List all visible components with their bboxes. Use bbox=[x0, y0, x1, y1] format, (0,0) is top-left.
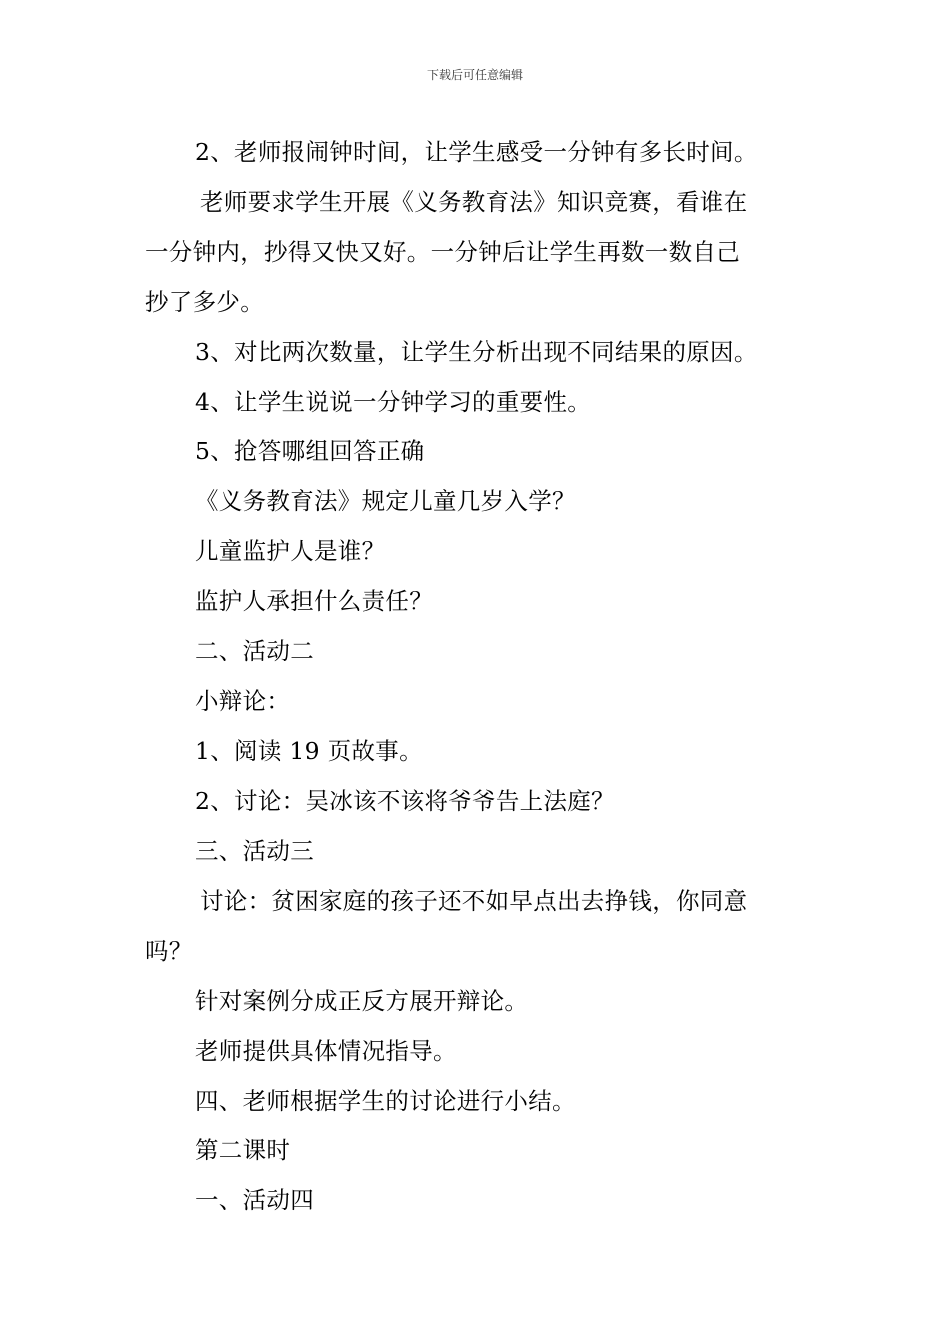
paragraph-line: 2、老师报闹钟时间，让学生感受一分钟有多长时间。 bbox=[195, 138, 758, 166]
paragraph-line: 监护人承担什么责任？ bbox=[195, 587, 433, 615]
paragraph-line: 第二课时 bbox=[195, 1136, 291, 1164]
paragraph-line: 3、对比两次数量，让学生分析出现不同结果的原因。 bbox=[195, 338, 758, 366]
paragraph-line: 一分钟内，抄得又快又好。一分钟后让学生再数一数自己 bbox=[145, 238, 740, 266]
paragraph-line: 《义务教育法》规定儿童几岁入学？ bbox=[195, 487, 576, 515]
paragraph-line: 2、讨论：吴冰该不该将爷爷告上法庭？ bbox=[195, 787, 615, 815]
paragraph-line: 小辩论： bbox=[195, 687, 291, 715]
paragraph-line: 1、阅读 19 页故事。 bbox=[195, 737, 423, 765]
section-heading: 三、活动三 bbox=[195, 837, 314, 865]
paragraph-line: 老师提供具体情况指导。 bbox=[195, 1037, 457, 1065]
paragraph-line: 4、让学生说说一分钟学习的重要性。 bbox=[195, 388, 592, 416]
paragraph-line: 吗？ bbox=[145, 937, 193, 965]
section-heading: 一、活动四 bbox=[195, 1186, 314, 1214]
page-header: 下载后可任意编辑 bbox=[426, 68, 523, 82]
paragraph-line: 老师要求学生开展《义务教育法》知识竞赛，看谁在 bbox=[200, 188, 748, 216]
section-heading: 四、老师根据学生的讨论进行小结。 bbox=[195, 1087, 576, 1115]
paragraph-line: 儿童监护人是谁？ bbox=[195, 537, 386, 565]
paragraph-line: 针对案例分成正反方展开辩论。 bbox=[195, 987, 529, 1015]
paragraph-line: 讨论：贫困家庭的孩子还不如早点出去挣钱，你同意 bbox=[200, 887, 748, 915]
paragraph-line: 抄了多少。 bbox=[145, 288, 264, 316]
section-heading: 二、活动二 bbox=[195, 637, 314, 665]
paragraph-line: 5、抢答哪组回答正确 bbox=[195, 437, 425, 465]
